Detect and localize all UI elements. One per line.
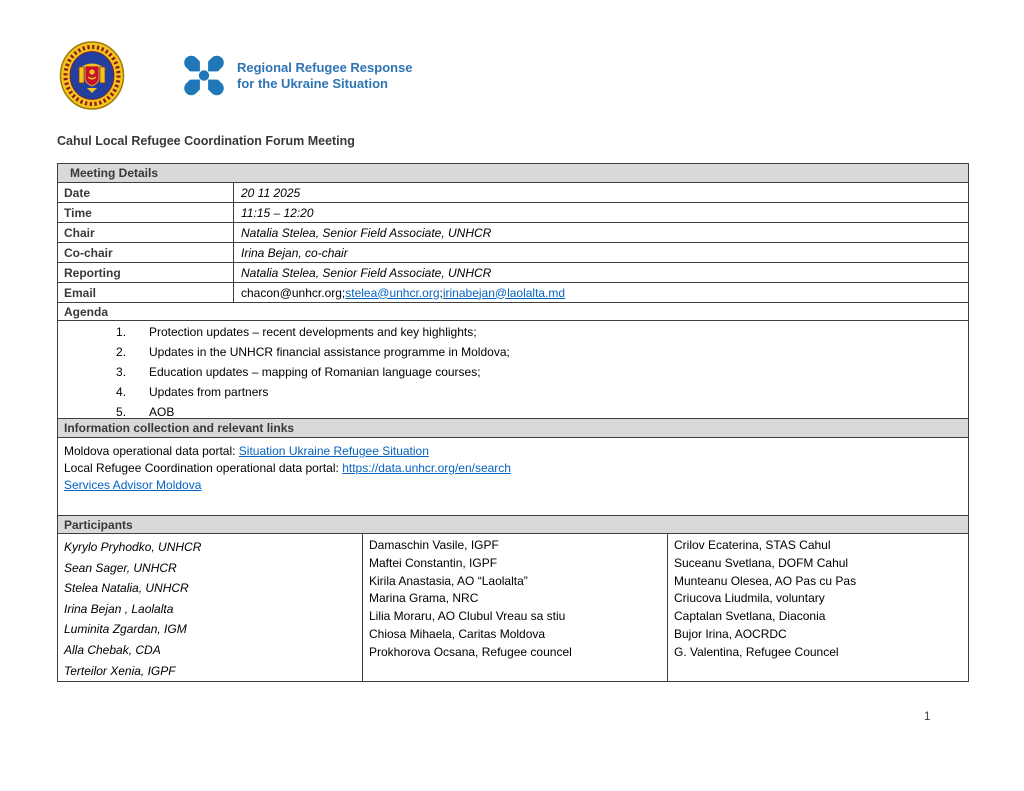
situation-ukraine-link[interactable]: Situation Ukraine Refugee Situation: [238, 444, 429, 458]
email-plain: chacon@unhcr.org;: [241, 285, 346, 300]
email-value: [234, 283, 968, 302]
info-line-2-prefix: Local Refugee Coordination operational data portal:: [64, 461, 343, 475]
participant: Chiosa Mihaela, Caritas Moldova: [369, 626, 546, 641]
participant: Kyrylo Pryhodko, UNHCR: [64, 540, 202, 554]
time-label: Time: [58, 203, 234, 222]
table-row-email: [58, 282, 968, 302]
date-label: Date: [58, 183, 234, 202]
rrr-logo-line2: for the Ukraine Situation: [237, 75, 388, 91]
participant: Suceanu Svetlana, DOFM Cahul: [674, 555, 849, 570]
participant: Lilia Moraru, AO Clubul Vreau sa stiu: [369, 609, 566, 624]
info-links-body: [58, 437, 968, 515]
page-number: 1: [924, 711, 931, 723]
participant: Bujor Irina, AOCRDC: [674, 626, 787, 641]
table-row-date: [58, 182, 968, 202]
info-links-header: Information collection and relevant links: [58, 418, 968, 437]
email-separator: ;: [439, 285, 443, 300]
rrr-logo: [178, 48, 413, 103]
info-line-1-prefix: Moldova operational data portal:: [64, 444, 239, 458]
table-row-chair: [58, 222, 968, 242]
moldova-coat-of-arms-icon: [59, 40, 125, 111]
agenda-item-4: Updates from partners: [149, 385, 269, 399]
agenda-body: [58, 320, 968, 418]
agenda-header: Agenda: [58, 302, 968, 320]
table-row-reporting: [58, 262, 968, 282]
cochair-label: Co-chair: [58, 243, 234, 262]
participant: Marina Grama, NRC: [369, 591, 479, 606]
chair-value: Natalia Stelea, Senior Field Associate, UNHCR: [241, 225, 492, 240]
chair-label: Chair: [58, 223, 234, 242]
participant: Captalan Svetlana, Diaconia: [674, 609, 826, 624]
participant: Prokhorova Ocsana, Refugee councel: [369, 644, 572, 659]
participant: Damaschin Vasile, IGPF: [369, 538, 499, 552]
participant: Irina Bejan , Laolalta: [64, 601, 174, 616]
email-label: Email: [58, 283, 234, 302]
data-portal-link[interactable]: https://data.unhcr.org/en/search: [342, 461, 511, 475]
participant: G. Valentina, Refugee Councel: [674, 644, 839, 659]
participant: Maftei Constantin, IGPF: [369, 555, 498, 570]
info-line-2: [64, 460, 960, 477]
participant: Alla Chebak, CDA: [64, 642, 161, 657]
info-line-3: [64, 477, 960, 494]
participant: Terteilor Xenia, IGPF: [64, 663, 176, 678]
agenda-item-3: Education updates – mapping of Romanian language courses;: [149, 365, 481, 379]
participant: Kirila Anastasia, AO “Laolalta”: [369, 573, 528, 588]
agenda-item-5: AOB: [149, 405, 175, 418]
table-row-cochair: [58, 242, 968, 262]
meeting-minutes-table: [57, 163, 969, 682]
reporting-value: Natalia Stelea, Senior Field Associate, UNHCR: [241, 265, 492, 280]
date-value: 20 11 2025: [241, 185, 301, 200]
reporting-label: Reporting: [58, 263, 234, 282]
participant: Crilov Ecaterina, STAS Cahul: [674, 538, 831, 552]
ukraine-response-logo-icon: [178, 48, 230, 103]
info-line-1: [64, 443, 960, 460]
agenda-item-1: Protection updates – recent developments and key highlights;: [149, 325, 477, 339]
participants-header: Participants: [58, 515, 968, 533]
participant: Sean Sager, UNHCR: [64, 560, 177, 575]
participants-body: [58, 533, 968, 681]
participant: Luminita Zgardan, IGM: [64, 622, 187, 637]
time-value: 11:15 – 12:20: [241, 205, 314, 220]
meeting-details-header: Meeting Details: [58, 164, 968, 182]
services-advisor-link[interactable]: Services Advisor Moldova: [64, 478, 202, 492]
participant: Stelea Natalia, UNHCR: [64, 581, 189, 596]
table-row-time: [58, 202, 968, 222]
email-link-stelea[interactable]: stelea@unhcr.org: [345, 285, 440, 300]
email-link-irinabejan[interactable]: irinabejan@laolalta.md: [442, 285, 566, 300]
agenda-list: [116, 326, 960, 418]
participant: Criucova Liudmila, voluntary: [674, 591, 825, 606]
participants-column-1: [58, 534, 363, 681]
participants-column-3: [668, 534, 968, 681]
rrr-logo-line1: Regional Refugee Response: [237, 59, 413, 75]
rrr-logo-text: [237, 60, 413, 92]
participant: Munteanu Olesea, AO Pas cu Pas: [674, 573, 857, 588]
agenda-item-2: Updates in the UNHCR financial assistance programme in Moldova;: [149, 345, 510, 359]
participants-column-2: [363, 534, 668, 681]
cochair-value: Irina Bejan, co-chair: [241, 245, 348, 260]
page-title: Cahul Local Refugee Coordination Forum Meeting: [57, 134, 355, 148]
